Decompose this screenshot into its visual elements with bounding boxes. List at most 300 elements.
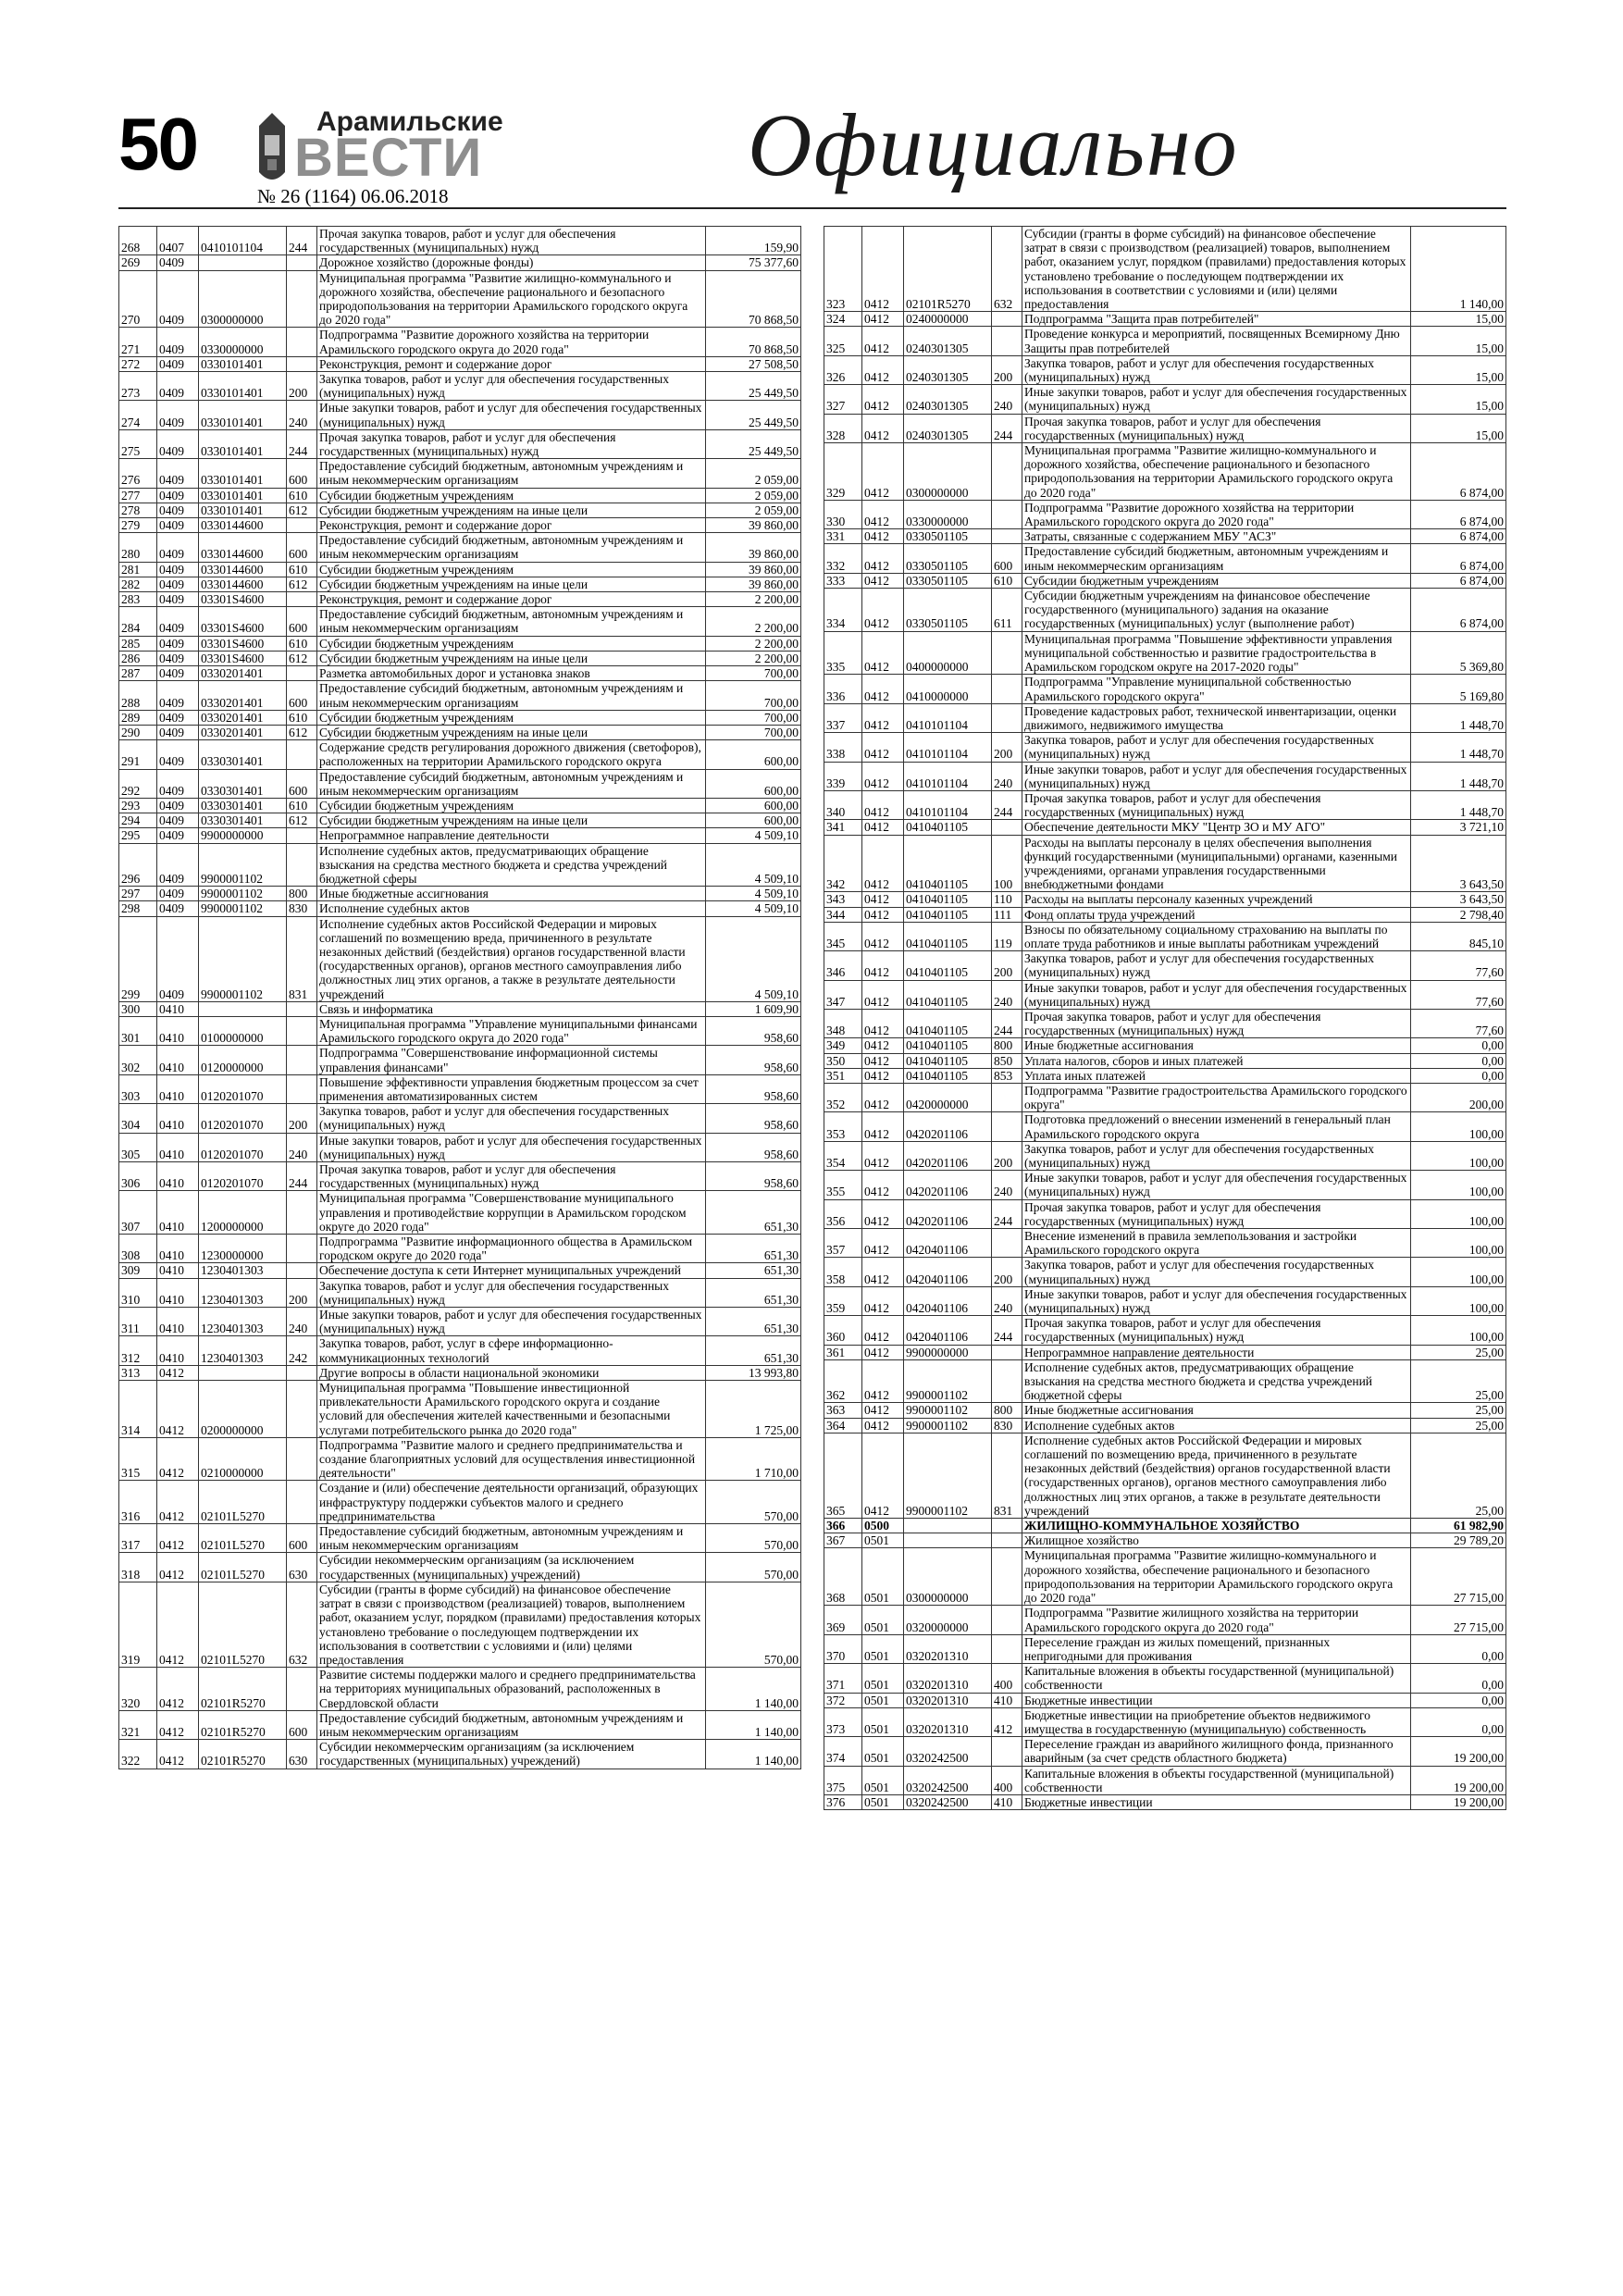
row-number: 374 [824,1737,862,1766]
expense-name: Закупка товаров, работ и услуг для обеспечения государственных (муниципальных) нужд [1022,1258,1411,1286]
table-row [824,1068,1506,1083]
expense-name: Субсидии бюджетным учреждениям [317,488,706,503]
table-row [824,980,1506,1009]
row-number: 319 [119,1582,157,1667]
row-number: 334 [824,589,862,632]
expense-type [992,1083,1022,1111]
expense-type: 240 [992,980,1022,1009]
section-code: 0412 [862,589,904,632]
section-code: 0501 [862,1634,904,1663]
table-row [119,533,801,562]
right-column [824,226,1506,1810]
amount: 19 200,00 [1411,1766,1506,1794]
amount: 77,60 [1411,980,1506,1009]
expense-type: 244 [992,790,1022,819]
expense-name: Переселение граждан из аварийного жилищного фонда, признанного аварийным (за счет средств областного бюджета) [1022,1737,1411,1766]
table-row [119,459,801,488]
amount: 600,00 [706,813,801,828]
target-code: 9900001102 [904,1359,992,1403]
amount: 13 993,80 [706,1365,801,1380]
section-code: 0412 [862,443,904,501]
row-number: 326 [824,355,862,384]
expense-type: 610 [287,710,317,725]
expense-type: 632 [992,227,1022,312]
table-row [824,1403,1506,1418]
amount: 1 725,00 [706,1381,801,1438]
amount: 700,00 [706,666,801,681]
expense-type: 830 [992,1418,1022,1433]
expense-type [287,1191,317,1235]
target-code: 0330301401 [199,769,287,798]
section-code: 0409 [157,429,199,458]
amount: 600,00 [706,769,801,798]
amount: 5 169,80 [1411,675,1506,703]
row-number: 344 [824,907,862,922]
row-number: 375 [824,1766,862,1794]
target-code: 0410401105 [904,1053,992,1068]
amount: 19 200,00 [1411,1794,1506,1809]
expense-type: 400 [992,1664,1022,1693]
amount: 6 874,00 [1411,529,1506,544]
expense-type [287,1381,317,1438]
section-code: 0409 [157,681,199,710]
target-code: 0200000000 [199,1381,287,1438]
expense-type [287,1235,317,1263]
amount: 2 200,00 [706,636,801,651]
target-code: 0320201310 [904,1707,992,1736]
section-code: 0409 [157,459,199,488]
expense-type: 242 [287,1336,317,1365]
table-row [824,1519,1506,1533]
target-code: 0240000000 [904,312,992,327]
target-code: 0330501105 [904,544,992,573]
expense-name: Субсидии бюджетным учреждениям на финансовое обеспечение государственного (муниципального) задания на оказание государственных (муниципальных) услуг (выполнение работ) [1022,589,1411,632]
expense-type: 630 [287,1553,317,1582]
table-row [119,577,801,591]
section-code: 0409 [157,798,199,813]
expense-type: 200 [992,1258,1022,1286]
expense-type: 830 [287,901,317,916]
target-code: 9900001102 [199,916,287,1001]
target-code: 9900001102 [199,901,287,916]
row-number: 298 [119,901,157,916]
target-code: 0330301401 [199,798,287,813]
expense-name: Прочая закупка товаров, работ и услуг для обеспечения государственных (муниципальных) нужд [317,429,706,458]
expense-type: 240 [287,1133,317,1161]
amount: 3 643,50 [1411,892,1506,907]
row-number: 339 [824,762,862,790]
table-row [824,1345,1506,1359]
expense-type [287,1016,317,1045]
section-code: 0409 [157,843,199,887]
row-number: 306 [119,1162,157,1191]
amount: 2 200,00 [706,607,801,636]
section-code: 0412 [862,1345,904,1359]
amount: 2 059,00 [706,459,801,488]
section-code: 0409 [157,769,199,798]
expense-type: 200 [287,1104,317,1133]
expense-type: 600 [287,681,317,710]
amount: 958,60 [706,1016,801,1045]
section-code: 0409 [157,577,199,591]
target-code: 0300000000 [904,443,992,501]
section-code: 0412 [157,1437,199,1481]
table-row [119,710,801,725]
amount: 0,00 [1411,1038,1506,1053]
section-code: 0412 [862,835,904,892]
section-code: 0409 [157,901,199,916]
amount: 2 200,00 [706,651,801,665]
section-title: Официально [748,95,1239,194]
row-number: 302 [119,1046,157,1074]
row-number: 336 [824,675,862,703]
row-number: 359 [824,1286,862,1315]
section-code: 0501 [862,1664,904,1693]
table-row [824,1664,1506,1693]
amount: 651,30 [706,1336,801,1365]
table-row [824,1009,1506,1037]
section-code: 0412 [862,1258,904,1286]
section-code: 0410 [157,1235,199,1263]
table-row [119,1074,801,1103]
section-code: 0501 [862,1693,904,1707]
expense-name: Иные закупки товаров, работ и услуг для обеспечения государственных (муниципальных) нужд [317,401,706,429]
row-number: 324 [824,312,862,327]
expense-name: Предоставление субсидий бюджетным, автономным учреждениям и иным некоммерческим организациям [317,769,706,798]
amount: 651,30 [706,1308,801,1336]
expense-type: 630 [287,1740,317,1769]
expense-type [287,270,317,328]
row-number: 300 [119,1001,157,1016]
amount: 25 449,50 [706,372,801,401]
expense-name: Муниципальная программа "Повышение эффективности управления муниципальной собственностью и развитие градостроительства в Арамильском городском округе на 2017-2020 годы" [1022,631,1411,675]
amount: 15,00 [1411,355,1506,384]
section-code: 0412 [862,1112,904,1141]
expense-name: Создание и (или) обеспечение деятельности организаций, образующих инфраструктуру поддержки субъектов малого и среднего предпринимательства [317,1481,706,1524]
expense-type: 612 [287,651,317,665]
expense-name: Иные закупки товаров, работ и услуг для обеспечения государственных (муниципальных) нужд [1022,1286,1411,1315]
target-code: 0410101104 [904,762,992,790]
section-code: 0412 [157,1710,199,1739]
expense-type [287,1263,317,1278]
row-number: 347 [824,980,862,1009]
section-code: 0501 [862,1707,904,1736]
section-code: 0410 [157,1308,199,1336]
target-code: 0410401105 [904,1009,992,1037]
expense-name: Субсидии бюджетным учреждениям [317,710,706,725]
expense-name: Иные бюджетные ассигнования [317,887,706,901]
table-row [119,813,801,828]
section-code: 0412 [862,922,904,950]
table-row [119,1278,801,1307]
row-number: 275 [119,429,157,458]
amount: 651,30 [706,1191,801,1235]
target-code: 0320000000 [904,1606,992,1634]
section-code: 0409 [157,372,199,401]
row-number: 307 [119,1191,157,1235]
amount: 100,00 [1411,1199,1506,1228]
section-code: 0409 [157,328,199,356]
section-code: 0501 [862,1766,904,1794]
section-code: 0410 [157,1104,199,1133]
expense-type: 831 [992,1433,1022,1518]
amount: 958,60 [706,1133,801,1161]
row-number: 345 [824,922,862,950]
section-code: 0409 [157,533,199,562]
table-row [119,651,801,665]
expense-name: Субсидии бюджетным учреждениям на иные цели [317,725,706,739]
row-number: 316 [119,1481,157,1524]
amount: 0,00 [1411,1068,1506,1083]
expense-name: ЖИЛИЩНО-КОММУНАЛЬНОЕ ХОЗЯЙСТВО [1022,1519,1411,1533]
expense-type: 800 [992,1038,1022,1053]
target-code: 0330101401 [199,372,287,401]
expense-name: Исполнение судебных актов, предусматривающих обращение взыскания на средства местного бюджета и средства учреждений бюджетной сферы [317,843,706,887]
expense-name: Субсидии бюджетным учреждениям [317,636,706,651]
table-row [824,327,1506,355]
target-code: 0330144600 [199,533,287,562]
section-code: 0412 [862,1083,904,1111]
expense-type [287,518,317,533]
table-row [824,1737,1506,1766]
table-row [119,227,801,255]
expense-type: 111 [992,907,1022,922]
expense-type [287,592,317,607]
expense-name: Прочая закупка товаров, работ и услуг для обеспечения государственных (муниципальных) нужд [1022,414,1411,442]
target-code: 0330301401 [199,740,287,769]
expense-type: 850 [992,1053,1022,1068]
section-code: 0409 [157,887,199,901]
table-row [119,1336,801,1365]
table-row [119,1046,801,1074]
amount: 27 508,50 [706,356,801,371]
amount: 39 860,00 [706,518,801,533]
row-number: 335 [824,631,862,675]
section-code: 0501 [862,1533,904,1548]
coat-of-arms-icon [255,107,289,189]
table-row [824,1258,1506,1286]
table-row [119,636,801,651]
target-code: 0410401105 [904,820,992,835]
target-code: 0410401105 [904,1038,992,1053]
section-code: 0410 [157,1278,199,1307]
expense-type: 612 [287,813,317,828]
table-row [824,892,1506,907]
amount: 570,00 [706,1553,801,1582]
row-number: 354 [824,1141,862,1170]
target-code: 0410401105 [904,951,992,980]
target-code: 0420401106 [904,1286,992,1315]
amount: 100,00 [1411,1316,1506,1345]
row-number: 314 [119,1381,157,1438]
section-code: 0409 [157,828,199,843]
table-row [119,740,801,769]
expense-type: 600 [287,533,317,562]
expense-type: 610 [287,798,317,813]
amount: 27 715,00 [1411,1606,1506,1634]
section-code: 0410 [157,1263,199,1278]
row-number: 362 [824,1359,862,1403]
target-code: 0400000000 [904,631,992,675]
amount: 651,30 [706,1263,801,1278]
target-code: 9900001102 [199,887,287,901]
row-number: 365 [824,1433,862,1518]
table-row [119,1263,801,1278]
amount: 6 874,00 [1411,544,1506,573]
amount: 6 874,00 [1411,589,1506,632]
expense-type: 612 [287,577,317,591]
row-number: 279 [119,518,157,533]
target-code: 0330101401 [199,503,287,517]
target-code: 0420201106 [904,1112,992,1141]
section-code: 0409 [157,488,199,503]
expense-type [287,1001,317,1016]
expense-type [287,356,317,371]
expense-type [287,255,317,270]
table-row [824,227,1506,312]
target-code: 0240301305 [904,414,992,442]
expense-name: Капитальные вложения в объекты государственной (муниципальной) собственности [1022,1664,1411,1693]
expense-name: Прочая закупка товаров, работ и услуг для обеспечения государственных (муниципальных) нужд [317,1162,706,1191]
table-row [119,1582,801,1667]
table-row [119,488,801,503]
section-code: 0412 [862,1171,904,1199]
expense-type [992,1548,1022,1606]
table-row [119,1710,801,1739]
expense-name: Предоставление субсидий бюджетным, автономным учреждениям и иным некоммерческим организациям [317,533,706,562]
table-row [119,607,801,636]
expense-name: Иные закупки товаров, работ и услуг для обеспечения государственных (муниципальных) нужд [1022,762,1411,790]
row-number: 310 [119,1278,157,1307]
row-number: 371 [824,1664,862,1693]
target-code: 0330000000 [199,328,287,356]
section-code: 0412 [157,1582,199,1667]
row-number: 338 [824,733,862,762]
expense-type: 400 [992,1766,1022,1794]
expense-type [287,843,317,887]
expense-name: Подпрограмма "Развитие градостроительства Арамильского городского округа" [1022,1083,1411,1111]
target-code: 02101L5270 [199,1582,287,1667]
section-code: 0500 [862,1519,904,1533]
target-code [199,255,287,270]
amount: 958,60 [706,1104,801,1133]
section-code: 0412 [862,1433,904,1518]
row-number: 288 [119,681,157,710]
row-number: 317 [119,1524,157,1553]
expense-type: 200 [992,951,1022,980]
section-code: 0412 [157,1553,199,1582]
expense-name: Другие вопросы в области национальной экономики [317,1365,706,1380]
expense-name: Исполнение судебных актов, предусматривающих обращение взыскания на средства местного бюджета и средства учреждений бюджетной сферы [1022,1359,1411,1403]
target-code: 0330201401 [199,666,287,681]
amount: 61 982,90 [1411,1519,1506,1533]
row-number: 295 [119,828,157,843]
row-number: 373 [824,1707,862,1736]
expense-name: Иные закупки товаров, работ и услуг для обеспечения государственных (муниципальных) нужд [317,1133,706,1161]
target-code [199,1001,287,1016]
target-code: 02101R5270 [904,227,992,312]
expense-name: Предоставление субсидий бюджетным, автономным учреждениям и иным некоммерческим организациям [317,681,706,710]
expense-type [992,1519,1022,1533]
expense-type [287,1437,317,1481]
target-code: 0330501105 [904,529,992,544]
row-number: 276 [119,459,157,488]
expense-type: 244 [992,414,1022,442]
expense-name: Закупка товаров, работ и услуг для обеспечения государственных (муниципальных) нужд [317,1104,706,1133]
section-code: 0412 [862,907,904,922]
target-code: 0120201070 [199,1133,287,1161]
expense-type: 410 [992,1693,1022,1707]
expense-type: 240 [992,1171,1022,1199]
table-row [119,828,801,843]
expense-name: Муниципальная программа "Развитие жилищно-коммунального и дорожного хозяйства, обеспечение рационального и безопасного природопользования на территории Арамильского городского округа до 2020 года" [1022,1548,1411,1606]
target-code: 0320242500 [904,1766,992,1794]
expense-name: Уплата иных платежей [1022,1068,1411,1083]
table-row [119,1553,801,1582]
section-code: 0409 [157,813,199,828]
row-number: 369 [824,1606,862,1634]
row-number: 322 [119,1740,157,1769]
row-number: 313 [119,1365,157,1380]
expense-name: Непрограммное направление деятельности [1022,1345,1411,1359]
amount: 0,00 [1411,1053,1506,1068]
table-row [824,573,1506,588]
target-code: 0330501105 [904,589,992,632]
amount: 5 369,80 [1411,631,1506,675]
expense-type [287,1365,317,1380]
amount: 100,00 [1411,1141,1506,1170]
amount: 27 715,00 [1411,1548,1506,1606]
amount: 1 710,00 [706,1437,801,1481]
amount: 25 449,50 [706,401,801,429]
target-code: 0420201106 [904,1171,992,1199]
expense-name: Субсидии (гранты в форме субсидий) на финансовое обеспечение затрат в связи с производством (реализацией) товаров, выполнением работ, оказанием услуг, порядком (правилами) предоставления которых установлено требование о последующем подтверждении их использования в соответствии с условиями и (или) целями предоставления [317,1582,706,1667]
row-number: 361 [824,1345,862,1359]
expense-name: Иные бюджетные ассигнования [1022,1403,1411,1418]
amount: 3 643,50 [1411,835,1506,892]
table-row [119,356,801,371]
target-code: 0410401105 [904,835,992,892]
row-number: 315 [119,1437,157,1481]
expense-name: Закупка товаров, работ и услуг для обеспечения государственных (муниципальных) нужд [317,372,706,401]
section-code: 0412 [862,355,904,384]
table-row [119,1481,801,1524]
table-row [119,1308,801,1336]
expense-type [992,675,1022,703]
section-code: 0410 [157,1046,199,1074]
table-row [824,790,1506,819]
target-code: 0120201070 [199,1104,287,1133]
row-number: 268 [119,227,157,255]
section-code: 0410 [157,1133,199,1161]
section-code: 0412 [862,312,904,327]
table-row [119,1524,801,1553]
amount: 570,00 [706,1481,801,1524]
expense-type: 610 [992,573,1022,588]
row-number: 303 [119,1074,157,1103]
amount: 19 200,00 [1411,1737,1506,1766]
expense-type: 200 [992,1141,1022,1170]
row-number: 290 [119,725,157,739]
target-code: 9900001102 [199,843,287,887]
expense-type [992,1359,1022,1403]
row-number: 278 [119,503,157,517]
amount: 1 140,00 [706,1710,801,1739]
expense-type: 200 [287,372,317,401]
amount: 570,00 [706,1524,801,1553]
section-code: 0501 [862,1794,904,1809]
expense-name: Капитальные вложения в объекты государственной (муниципальной) собственности [1022,1766,1411,1794]
